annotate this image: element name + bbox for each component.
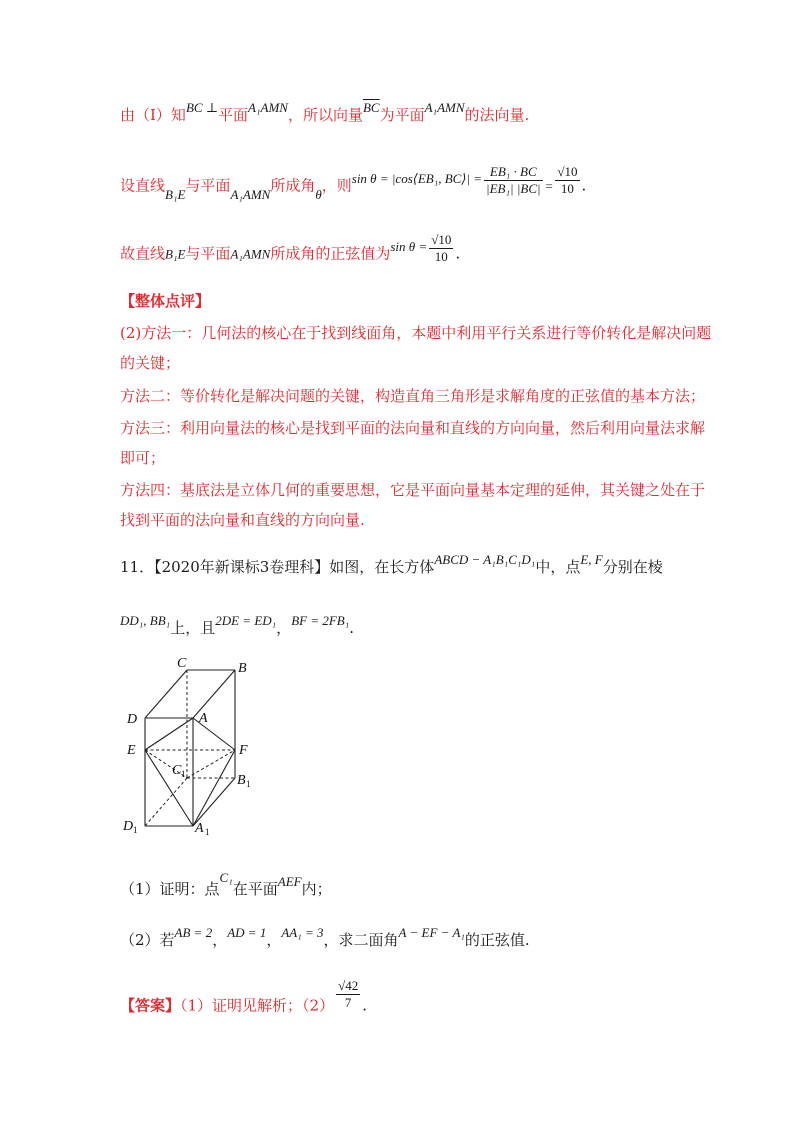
text: ， <box>212 931 228 949</box>
text: ，求二面角 <box>323 931 399 949</box>
text: . <box>349 619 355 637</box>
label-D1-sub: 1 <box>133 825 138 835</box>
review-heading: 【整体点评】 <box>120 292 211 310</box>
review-paragraph-1-cont: 的关键； <box>120 354 181 372</box>
math: B₁E <box>165 186 186 202</box>
text: . <box>581 176 587 195</box>
text: 的法向量. <box>464 106 530 124</box>
answer-line <box>120 978 368 1023</box>
text: 上，且 <box>170 619 216 637</box>
math: E, F <box>580 552 603 567</box>
math: A₁AMN <box>248 100 288 115</box>
math: AB = 2 <box>174 925 213 940</box>
math: B₁E <box>165 246 186 262</box>
math: ABCD − A₁B₁C₁D₁ <box>434 552 536 567</box>
label-B1-sub: 1 <box>246 779 251 789</box>
label-A1-sub: 1 <box>205 827 210 837</box>
fraction-numerator: √42 <box>338 978 359 993</box>
fraction-numerator: EB₁ · BC <box>484 164 543 181</box>
problem-11-line-2 <box>120 613 355 638</box>
text: 故直线 <box>120 244 166 263</box>
math: AD = 1 <box>227 925 267 940</box>
text: 所成角 <box>270 176 316 195</box>
text: 设直线 <box>120 176 166 195</box>
fraction <box>429 232 453 265</box>
label-E: E <box>127 743 136 758</box>
text: 为平面 <box>379 106 425 124</box>
solution-line-2 <box>120 164 587 203</box>
fraction-numerator: √10 <box>557 164 578 179</box>
text: 内； <box>301 880 332 898</box>
text: 与平面 <box>185 176 231 195</box>
answer-label: 【答案】 <box>120 996 181 1015</box>
math-vector: $\overline{BC}$ <box>362 100 380 115</box>
answer-fraction <box>336 978 360 1011</box>
math: = <box>544 178 554 194</box>
label-C1: C <box>172 763 182 778</box>
fraction-denominator: |EB₁| |BC| <box>486 181 541 196</box>
text: 11．【2020年新课标3卷理科】如图，在长方体 <box>120 558 435 576</box>
text: . <box>455 244 461 263</box>
text: 在平面 <box>232 880 278 898</box>
fraction-denominator: 10 <box>434 249 448 264</box>
question-1 <box>120 870 332 899</box>
label-C: C <box>177 656 187 671</box>
text: （1）证明见解析；（2） <box>180 996 335 1015</box>
review-paragraph-1: (2)方法一：几何法的核心在于找到线面角，本题中利用平行关系进行等价转化是解决问题 <box>120 324 712 342</box>
text: 由（Ⅰ）知 <box>120 106 186 124</box>
fraction <box>484 164 543 197</box>
cuboid-figure <box>115 650 265 840</box>
fraction-denominator: 7 <box>344 995 352 1010</box>
math: A₁AMN <box>424 100 465 115</box>
math: sin θ = <box>390 238 428 254</box>
label-B1: B <box>237 773 246 788</box>
text: 的正弦值. <box>464 931 530 949</box>
label-C1-sub: 1 <box>181 769 186 779</box>
math: A₁AMN <box>230 186 271 202</box>
math: BC ⊥ <box>185 100 219 115</box>
fraction-numerator: √10 <box>431 232 452 247</box>
text: ，所以向量 <box>287 106 363 124</box>
text: . <box>362 996 368 1015</box>
math: A − EF − A₁ <box>398 925 465 940</box>
label-A1: A <box>195 821 204 836</box>
text: 中，点 <box>535 558 581 576</box>
review-paragraph-4: 方法四：基底法是立体几何的重要思想，它是平面向量基本定理的延伸，其关键之处在于 <box>120 481 706 499</box>
review-paragraph-2: 方法二：等价转化是解决问题的关键，构造直角三角形是求解角度的正弦值的基本方法； <box>120 387 706 405</box>
review-paragraph-4-cont: 找到平面的法向量和直线的方向向量. <box>120 511 365 529</box>
review-paragraph-3-cont: 即可； <box>120 449 166 467</box>
text: 所成角的正弦值为 <box>270 244 391 263</box>
math: DD₁, BB₁ <box>120 613 171 628</box>
solution-line-1 <box>120 100 530 125</box>
label-F: F <box>239 743 248 758</box>
label-D1: D <box>123 819 134 834</box>
text: （2）若 <box>120 931 175 949</box>
text: ， <box>266 931 282 949</box>
math: C₁ <box>219 870 233 885</box>
review-paragraph-3: 方法三：利用向量法的核心是找到平面的法向量和直线的方向向量，然后利用向量法求解 <box>120 419 706 437</box>
math: sin θ = |cos⟨EB₁, BC⟩| = <box>351 170 483 186</box>
math: θ <box>315 186 322 202</box>
math: A₁AMN <box>230 246 271 262</box>
problem-11-line-1 <box>120 552 663 577</box>
text: （1）证明：点 <box>120 880 220 898</box>
math: AEF <box>277 874 302 889</box>
label-B: B <box>238 661 247 676</box>
fraction <box>555 164 579 197</box>
text: 与平面 <box>185 244 231 263</box>
fraction-denominator: 10 <box>560 181 574 196</box>
math: AA₁ = 3 <box>281 925 324 940</box>
label-D: D <box>127 712 138 727</box>
solution-line-3 <box>120 232 461 271</box>
text: 分别在棱 <box>602 558 663 576</box>
math: 2DE = ED₁ <box>215 613 277 628</box>
math: BF = 2FB₁ <box>291 613 350 628</box>
text: ，则 <box>321 176 352 195</box>
text: 平面 <box>218 106 249 124</box>
label-A: A <box>199 711 208 726</box>
text: ， <box>276 619 292 637</box>
question-2 <box>120 925 530 950</box>
